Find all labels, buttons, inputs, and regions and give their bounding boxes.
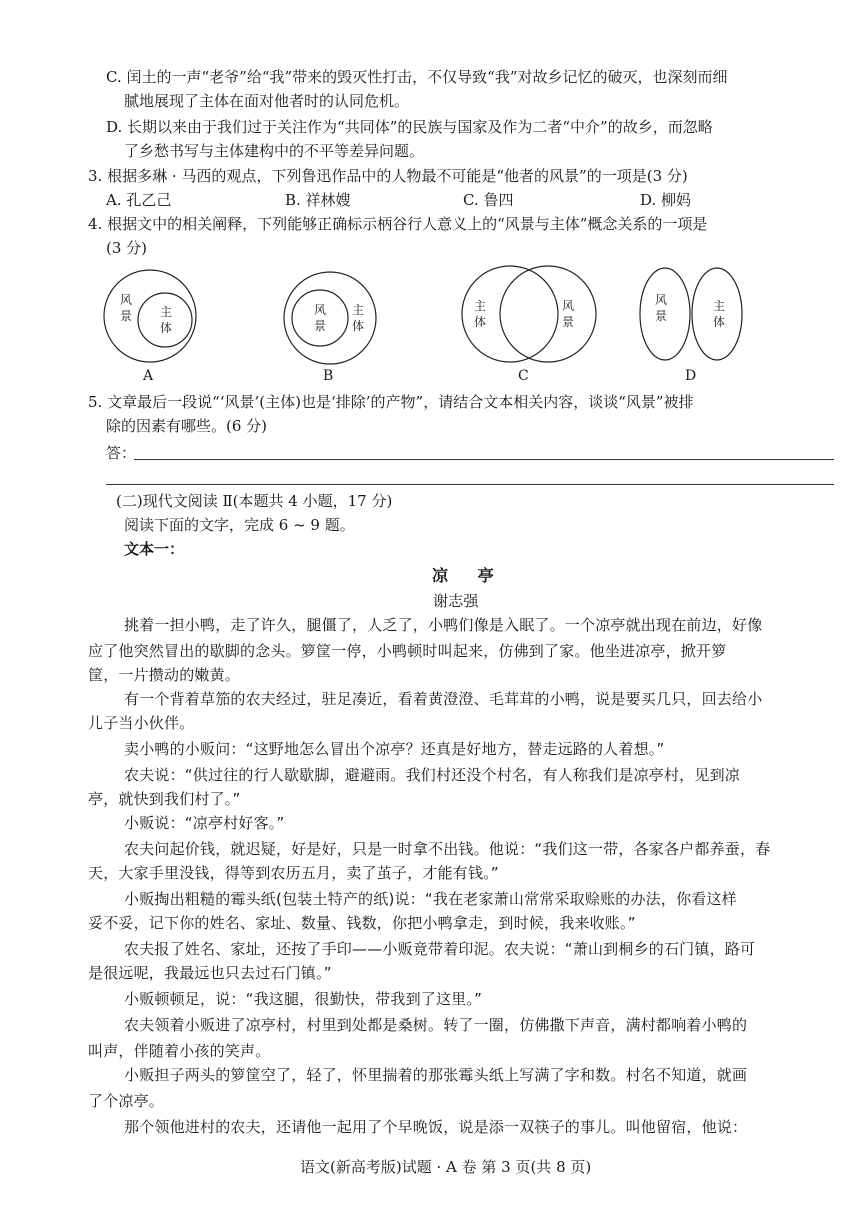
diagram-d (640, 268, 742, 384)
story-line: 天，大家手里没钱，得等到农历五月，卖了茧子，才能有钱。” (88, 864, 499, 882)
q3-option-b: B. 祥林嫂 (285, 191, 351, 209)
diagram-d-left-label-2: 景 (655, 309, 668, 323)
q4-diagrams (0, 262, 860, 386)
diagram-a-outer-label-1: 风 (120, 293, 133, 307)
q4-stem-line1: 4. 根据文中的相关阐释，下列能够正确标示柄谷行人意义上的“风景与主体”概念关系的一项是 (88, 215, 708, 233)
diagram-b (284, 272, 376, 384)
diagram-d-letter: D (685, 368, 697, 384)
diagram-a-letter: A (143, 368, 154, 384)
diagram-a-outer-label-2: 景 (120, 309, 133, 323)
diagram-c (462, 266, 596, 384)
story-line: 小贩担子两头的箩筐空了，轻了，怀里揣着的那张霉头纸上写满了字和数。村名不知道，就画 (124, 1066, 748, 1084)
diagram-c-left-circle (462, 266, 558, 362)
story-line: 卖小鸭的小贩问：“这野地怎么冒出个凉亭？还真是好地方，替走远路的人着想。” (124, 740, 665, 758)
story-line: 小贩掏出粗糙的霉头纸(包装土特产的纸)说：“我在老家萧山常常采取赊账的办法，你看这样 (124, 890, 737, 908)
story-line: 农夫领着小贩进了凉亭村，村里到处都是桑树。转了一圈，仿佛撒下声音，满村都响着小鸭的 (124, 1016, 748, 1034)
diagram-b-inner-label-1: 风 (314, 303, 327, 317)
diagram-a-inner-label-2: 体 (160, 321, 173, 335)
text-one-label: 文本一： (124, 540, 185, 558)
section-instruction: 阅读下面的文字，完成 6 ~ 9 题。 (124, 516, 355, 534)
answer-line-2[interactable] (106, 484, 834, 485)
q5-stem-line2: 除的因素有哪些。(6 分) (106, 417, 268, 435)
q2-option-c-line2: 腻地展现了主体在面对他者时的认同危机。 (124, 92, 410, 110)
q3-option-d: D. 柳妈 (640, 191, 692, 209)
diagram-b-inner-label-2: 景 (314, 319, 327, 333)
q4-stem-line2: (3 分) (106, 239, 148, 257)
diagram-c-letter: C (518, 368, 529, 384)
q2-option-c-line1: C. 闰土的一声“老爷”给“我”带来的毁灭性打击，不仅导致“我”对故乡记忆的破灭，也深刻而细 (106, 68, 728, 86)
story-line: 叫声，伴随着小孩的笑声。 (88, 1042, 271, 1060)
diagram-c-left-label-2: 体 (474, 315, 487, 329)
diagram-d-left-label-1: 风 (655, 293, 668, 307)
diagram-b-outer-label-1: 主 (352, 303, 365, 317)
story-line: 亭，就快到我们村了。” (88, 790, 241, 808)
diagram-a (104, 270, 196, 384)
story-line: 了个凉亭。 (88, 1092, 165, 1110)
diagram-a-inner-circle (138, 293, 192, 347)
diagram-a-inner-label-1: 主 (160, 305, 173, 319)
story-line: 小贩顿顿足，说：“我这腿，很勤快，带我到了这里。” (124, 990, 483, 1008)
story-title: 凉 亭 (432, 566, 506, 585)
diagram-b-outer-circle (284, 272, 376, 364)
diagram-c-right-circle (500, 266, 596, 362)
diagram-c-right-label-1: 风 (562, 299, 575, 313)
diagram-b-inner-circle (292, 290, 348, 346)
story-line: 那个领他进村的农夫，还请他一起用了个早晚饭，说是添一双筷子的事儿。叫他留宿，他说： (124, 1118, 748, 1136)
story-line: 农夫问起价钱，就迟疑，好是好，只是一时拿不出钱。他说：“我们这一带，各家各户都养蚕，春 (124, 840, 771, 858)
story-line: 筐，一片攒动的嫩黄。 (88, 666, 241, 684)
diagram-c-right-label-2: 景 (562, 315, 575, 329)
q2-option-d-line1: D. 长期以来由于我们过于关注作为“共同体”的民族与国家及作为二者“中介”的故乡，而忽略 (106, 118, 713, 136)
story-line: 农夫说：“供过往的行人歇歇脚，避避雨。我们村还没个村名，有人称我们是凉亭村，见到凉 (124, 766, 740, 784)
q5-stem-line1: 5. 文章最后一段说“‘风景’(主体)也是‘排除’的产物”，请结合文本相关内容，谈谈“风景”被排 (88, 393, 694, 411)
diagram-d-right-label-2: 体 (713, 315, 726, 329)
q2-option-d-line2: 了乡愁书写与主体建构中的不平等差异问题。 (124, 142, 425, 160)
diagram-a-outer-circle (104, 270, 196, 362)
diagram-d-right-ellipse (692, 268, 742, 360)
section-header: (二)现代文阅读 Ⅱ(本题共 4 小题，17 分) (116, 492, 393, 510)
q3-stem: 3. 根据多琳 · 马西的观点，下列鲁迅作品中的人物最不可能是“他者的风景”的一项是(3 分) (88, 167, 688, 185)
story-line: 小贩说：“凉亭村好客。” (124, 814, 285, 832)
q5-answer-label: 答： (106, 444, 137, 462)
story-line: 应了他突然冒出的歇脚的念头。箩筐一停，小鸭顿时叫起来，仿佛到了家。他坐进凉亭，掀开箩 (88, 642, 727, 660)
story-line: 挑着一担小鸭，走了许久，腿僵了，人乏了，小鸭们像是入眠了。一个凉亭就出现在前边，好像 (124, 616, 763, 634)
story-line: 是很远呢，我最远也只去过石门镇。” (88, 964, 332, 982)
story-line: 儿子当小伙伴。 (88, 714, 195, 732)
diagram-b-letter: B (323, 368, 334, 384)
diagram-c-left-label-1: 主 (474, 299, 487, 313)
diagram-b-outer-label-2: 体 (352, 319, 365, 333)
diagram-d-right-label-1: 主 (713, 299, 726, 313)
q3-option-a: A. 孔乙己 (106, 191, 172, 209)
story-author: 谢志强 (433, 592, 479, 610)
story-line: 农夫报了姓名、家址，还按了手印——小贩竟带着印泥。农夫说：“萧山到桐乡的石门镇，路可 (124, 940, 756, 958)
answer-line-1[interactable] (134, 459, 834, 460)
story-line: 妥不妥，记下你的姓名、家址、数量、钱数，你把小鸭拿走，到时候，我来收账。” (88, 914, 636, 932)
q3-option-c: C. 鲁四 (463, 191, 514, 209)
page-footer: 语文(新高考版)试题 · A 卷 第 3 页(共 8 页) (300, 1158, 592, 1176)
story-line: 有一个背着草笳的农夫经过，驻足凑近，看着黄澄澄、毛茸茸的小鸭，说是要买几只，回去给小 (124, 690, 763, 708)
